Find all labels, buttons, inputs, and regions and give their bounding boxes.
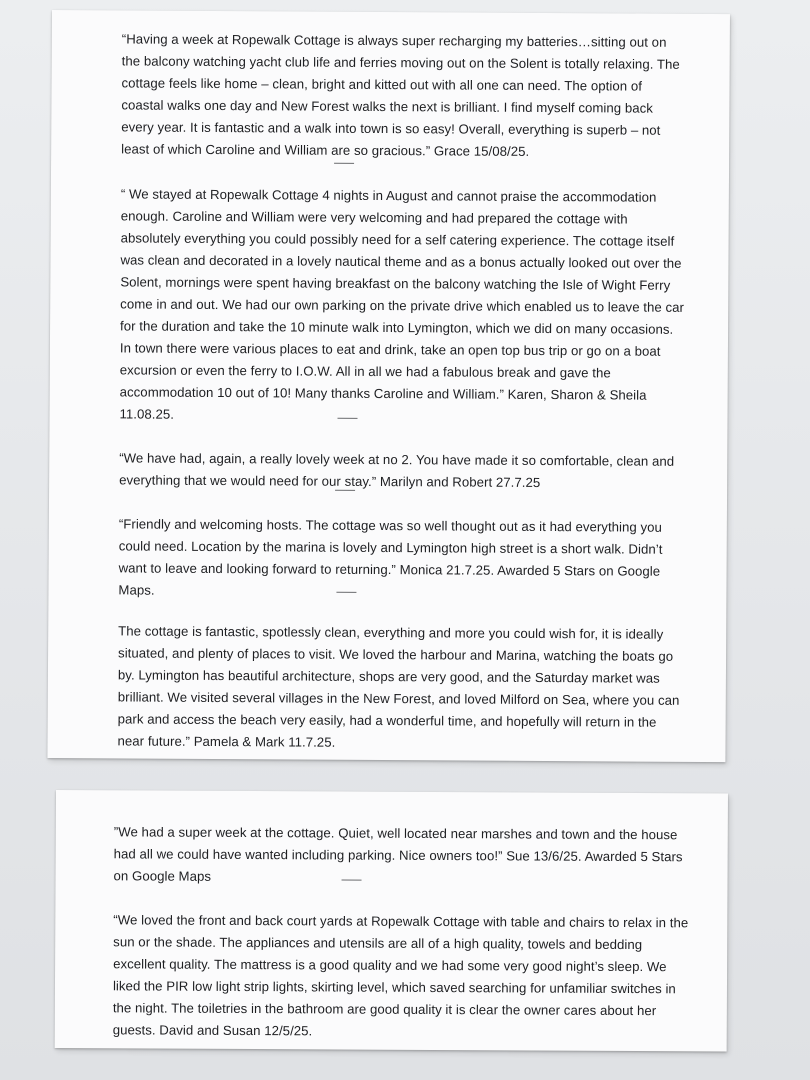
separator-line <box>334 163 354 164</box>
separator-line <box>338 418 358 419</box>
review-sheet-1 <box>47 10 730 762</box>
review-text-monica: “Friendly and welcoming hosts. The cottage was so well thought out as it had everything you could need. Location by the marina is lovely and Lymington high street is a short walk. Didn’t want to leave and looking forward to returning.” Monica 21.7.25. Awarded 5 Stars on Google Maps. <box>118 516 663 598</box>
review-sheet-2 <box>55 790 728 1052</box>
review-text-grace: “Having a week at Ropewalk Cottage is always super recharging my batteries…sitting out on the balcony watching yacht club life and ferries moving out on the Solent is totally relaxing. The cottage feels like home – clean, bright and kitted out with all one can need. The option of coastal walks one day and New Forest walks the next is brilliant. I find myself coming back every year. It is fantastic and a walk into town is so easy! Overall, everything is superb – not least of which Caroline and William are so gracious.” Grace 15/08/25. <box>121 31 680 160</box>
review-text-sue: ”We had a super week at the cottage. Quiet, well located near marshes and town and the house had all we could have wanted including parking. Nice owners too!” Sue 13/6/25. Awarded 5 Stars on Google Maps <box>113 824 683 885</box>
review-text-pamela-mark: The cottage is fantastic, spotlessly clean, everything and more you could wish for, it is ideally situated, and plenty of places to visit. We loved the harbour and Marina, watching the boats go by. Lymington has beautiful architecture, shops are very good, and the Saturday market was brilliant. We visited several villages in the New Forest, and loved Milford on Sea, where you can park and access the beach very easily, had a wonderful time, and hopefully will return in the near future.” Pamela & Mark 11.7.25. <box>117 623 680 750</box>
separator-line <box>336 592 356 593</box>
separator-line <box>335 490 355 491</box>
review-text-karen-sharon-sheila: “ We stayed at Ropewalk Cottage 4 nights in August and cannot praise the accommodation enough. Caroline and William were very welcoming and had prepared the cottage with absolutely everything you could possibly need for a self catering experience. The cottage itself was clean and decorated in a lovely nautical theme and as a bonus actually looked out over the Solent, mornings were spent having breakfast on the balcony watching the Isle of Wight Ferry come in and out. We had our own parking on the private drive which enabled us to leave the car for the duration and take the 10 minute walk into Lymington, which we did on many occasions. In town there were various places to eat and drink, take an open top bus trip or go on a boat excursion or even the ferry to I.O.W. All in all we had a fabulous break and gave the accommodation 10 out of 10! Many thanks Caroline and William.” Karen, Sharon & Sheila 11.08.25. <box>119 186 685 422</box>
review-text-marilyn-robert: “We have had, again, a really lovely week at no 2. You have made it so comfortable, clean and everything that we would need for our stay.” Marilyn and Robert 27.7.25 <box>119 450 675 491</box>
review-text-david-susan: “We loved the front and back court yards at Ropewalk Cottage with table and chairs to relax in the sun or the shade. The appliances and utensils are all of a high quality, towels and bedding excellent quality. The mattress is a good quality and we had some very good night’s sleep. We liked the PIR low light strip lights, skirting level, which saved searching for unfamiliar switches in the night. The toiletries in the bathroom are good quality it is clear the owner cares about her guests. David and Susan 12/5/25. <box>112 912 689 1039</box>
separator-line <box>342 879 362 880</box>
